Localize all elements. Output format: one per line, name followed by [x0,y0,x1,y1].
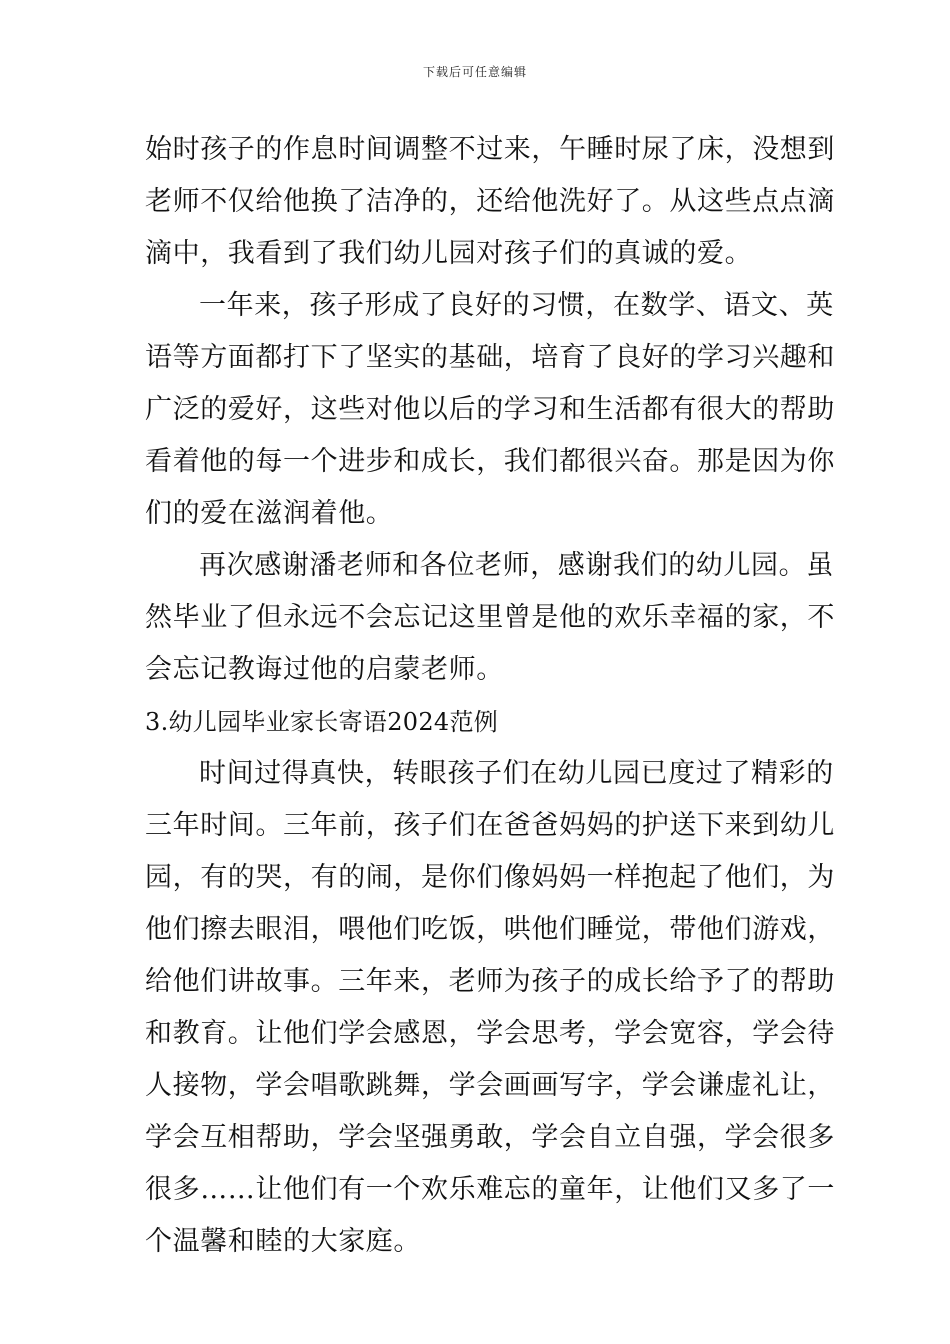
text-line: 语等方面都打下了坚实的基础，培育了良好的学习兴趣和 [145,342,835,373]
document-body [145,124,835,1268]
text-line: 广泛的爱好，这些对他以后的学习和生活都有很大的帮助 [145,394,835,425]
paragraph-habits [145,280,835,540]
text-line: 给他们讲故事。三年来，老师为孩子的成长给予了的帮助 [145,966,835,997]
text-line: 和教育。让他们学会感恩，学会思考，学会宽容，学会待 [145,1018,835,1049]
text-line: 始时孩子的作息时间调整不过来，午睡时尿了床，没想到 [145,134,835,165]
text-line: 们的爱在滋润着他。 [145,498,394,529]
text-line: 会忘记教诲过他的启蒙老师。 [145,654,504,685]
text-line: 然毕业了但永远不会忘记这里曾是他的欢乐幸福的家，不 [145,602,835,633]
paragraph-example [145,748,835,1268]
text-line: 学会互相帮助，学会坚强勇敢，学会自立自强，学会很多 [145,1122,835,1153]
text-line: 人接物，学会唱歌跳舞，学会画画写字，学会谦虚礼让， [145,1070,835,1101]
text-line: 滴中，我看到了我们幼儿园对孩子们的真诚的爱。 [145,238,753,269]
text-line: 他们擦去眼泪，喂他们吃饭，哄他们睡觉，带他们游戏， [145,914,835,945]
text-line: 三年时间。三年前，孩子们在爸爸妈妈的护送下来到幼儿 [145,810,835,841]
text-line: 看着他的每一个进步和成长，我们都很兴奋。那是因为你 [145,446,835,477]
paragraph-continuation [145,124,835,280]
section-heading: 3.幼儿园毕业家长寄语2024范例 [145,708,499,736]
text-line: 再次感谢潘老师和各位老师，感谢我们的幼儿园。虽 [199,550,834,581]
text-line: 园，有的哭，有的闹，是你们像妈妈一样抱起了他们，为 [145,862,835,893]
page-header: 下载后可任意编辑 [422,65,527,79]
text-line: 个温馨和睦的大家庭。 [145,1226,421,1257]
paragraph-thanks [145,540,835,696]
text-line: 老师不仅给他换了洁净的，还给他洗好了。从这些点点滴 [145,186,835,217]
text-line: 时间过得真快，转眼孩子们在幼儿园已度过了精彩的 [199,758,834,789]
text-line: 很多……让他们有一个欢乐难忘的童年，让他们又多了一 [145,1174,835,1205]
text-line: 一年来，孩子形成了良好的习惯，在数学、语文、英 [199,290,834,321]
